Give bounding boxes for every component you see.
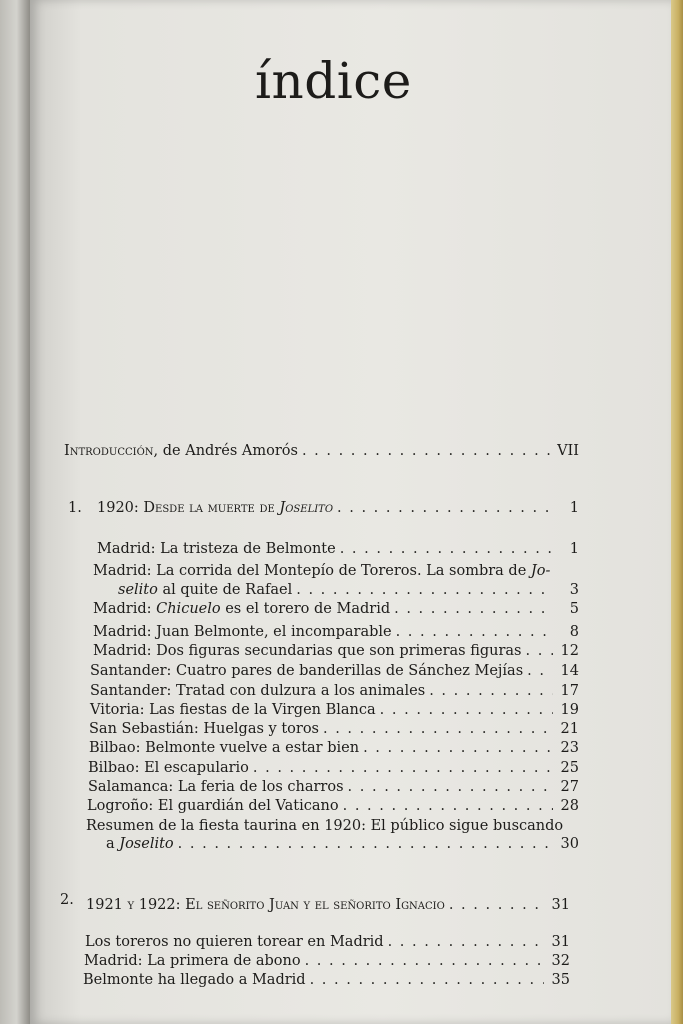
toc-entry: Madrid: Juan Belmonte, el incomparable . . . 8	[93, 624, 579, 641]
toc-entry-line1: Resumen de la fiesta taurina en 1920: El público sigue buscando	[86, 818, 564, 834]
toc-page-number: 1	[569, 500, 579, 516]
toc-intro: Introducción, de Andrés Amorós . . . VII	[64, 443, 579, 460]
toc-entry: Belmonte ha llegado a Madrid . . . 35	[83, 972, 570, 989]
page-stack-edge	[671, 0, 683, 1024]
toc-page-number: VII	[557, 443, 579, 459]
left-page-edge	[0, 0, 30, 1024]
toc-chapter-2: 1921 y 1922: El señorito Juan y el señorito Ignacio . . . 31	[86, 897, 570, 914]
toc-entry: selito al quite de Rafael . . . 3	[118, 582, 579, 599]
toc-entry: Madrid: La tristeza de Belmonte . . . 1	[97, 541, 579, 558]
toc-entry: Bilbao: El escapulario . . . 25	[88, 760, 579, 777]
toc-entry: Madrid: Dos figuras secundarias que son primeras figuras . . . 12	[93, 643, 579, 660]
toc-entry: Logroño: El guardián del Vaticano . . . 28	[87, 798, 579, 815]
toc-entry: Salamanca: La feria de los charros . . . 27	[88, 779, 579, 796]
toc-entry-line1: Madrid: La corrida del Montepío de Toreros. La sombra de Jo-	[93, 563, 551, 579]
toc-entry: Los toreros no quieren torear en Madrid . . . 31	[85, 934, 570, 951]
toc-entry: a Joselito . . . 30	[106, 836, 579, 853]
toc-entry: Santander: Tratad con dulzura a los animales . . . 17	[90, 683, 579, 700]
toc-entry: Vitoria: Las fiestas de la Virgen Blanca . . . 19	[90, 702, 579, 719]
chapter-number: 1.	[68, 500, 82, 516]
toc-entry: Santander: Cuatro pares de banderillas de Sánchez Mejías . . . 14	[90, 663, 579, 680]
chapter-number: 2.	[60, 892, 74, 908]
toc-chapter-1: 1920: Desde la muerte de Joselito . . . 1	[97, 500, 579, 517]
toc-entry: Bilbao: Belmonte vuelve a estar bien . . . 23	[89, 740, 579, 757]
toc-entry: Madrid: Chicuelo es el torero de Madrid . . . 5	[93, 601, 579, 618]
toc-entry: Madrid: La primera de abono . . . 32	[84, 953, 570, 970]
toc-page-number: 31	[551, 897, 570, 913]
toc-entry: San Sebastián: Huelgas y toros . . . 21	[89, 721, 579, 738]
page-title: índice	[255, 52, 412, 110]
